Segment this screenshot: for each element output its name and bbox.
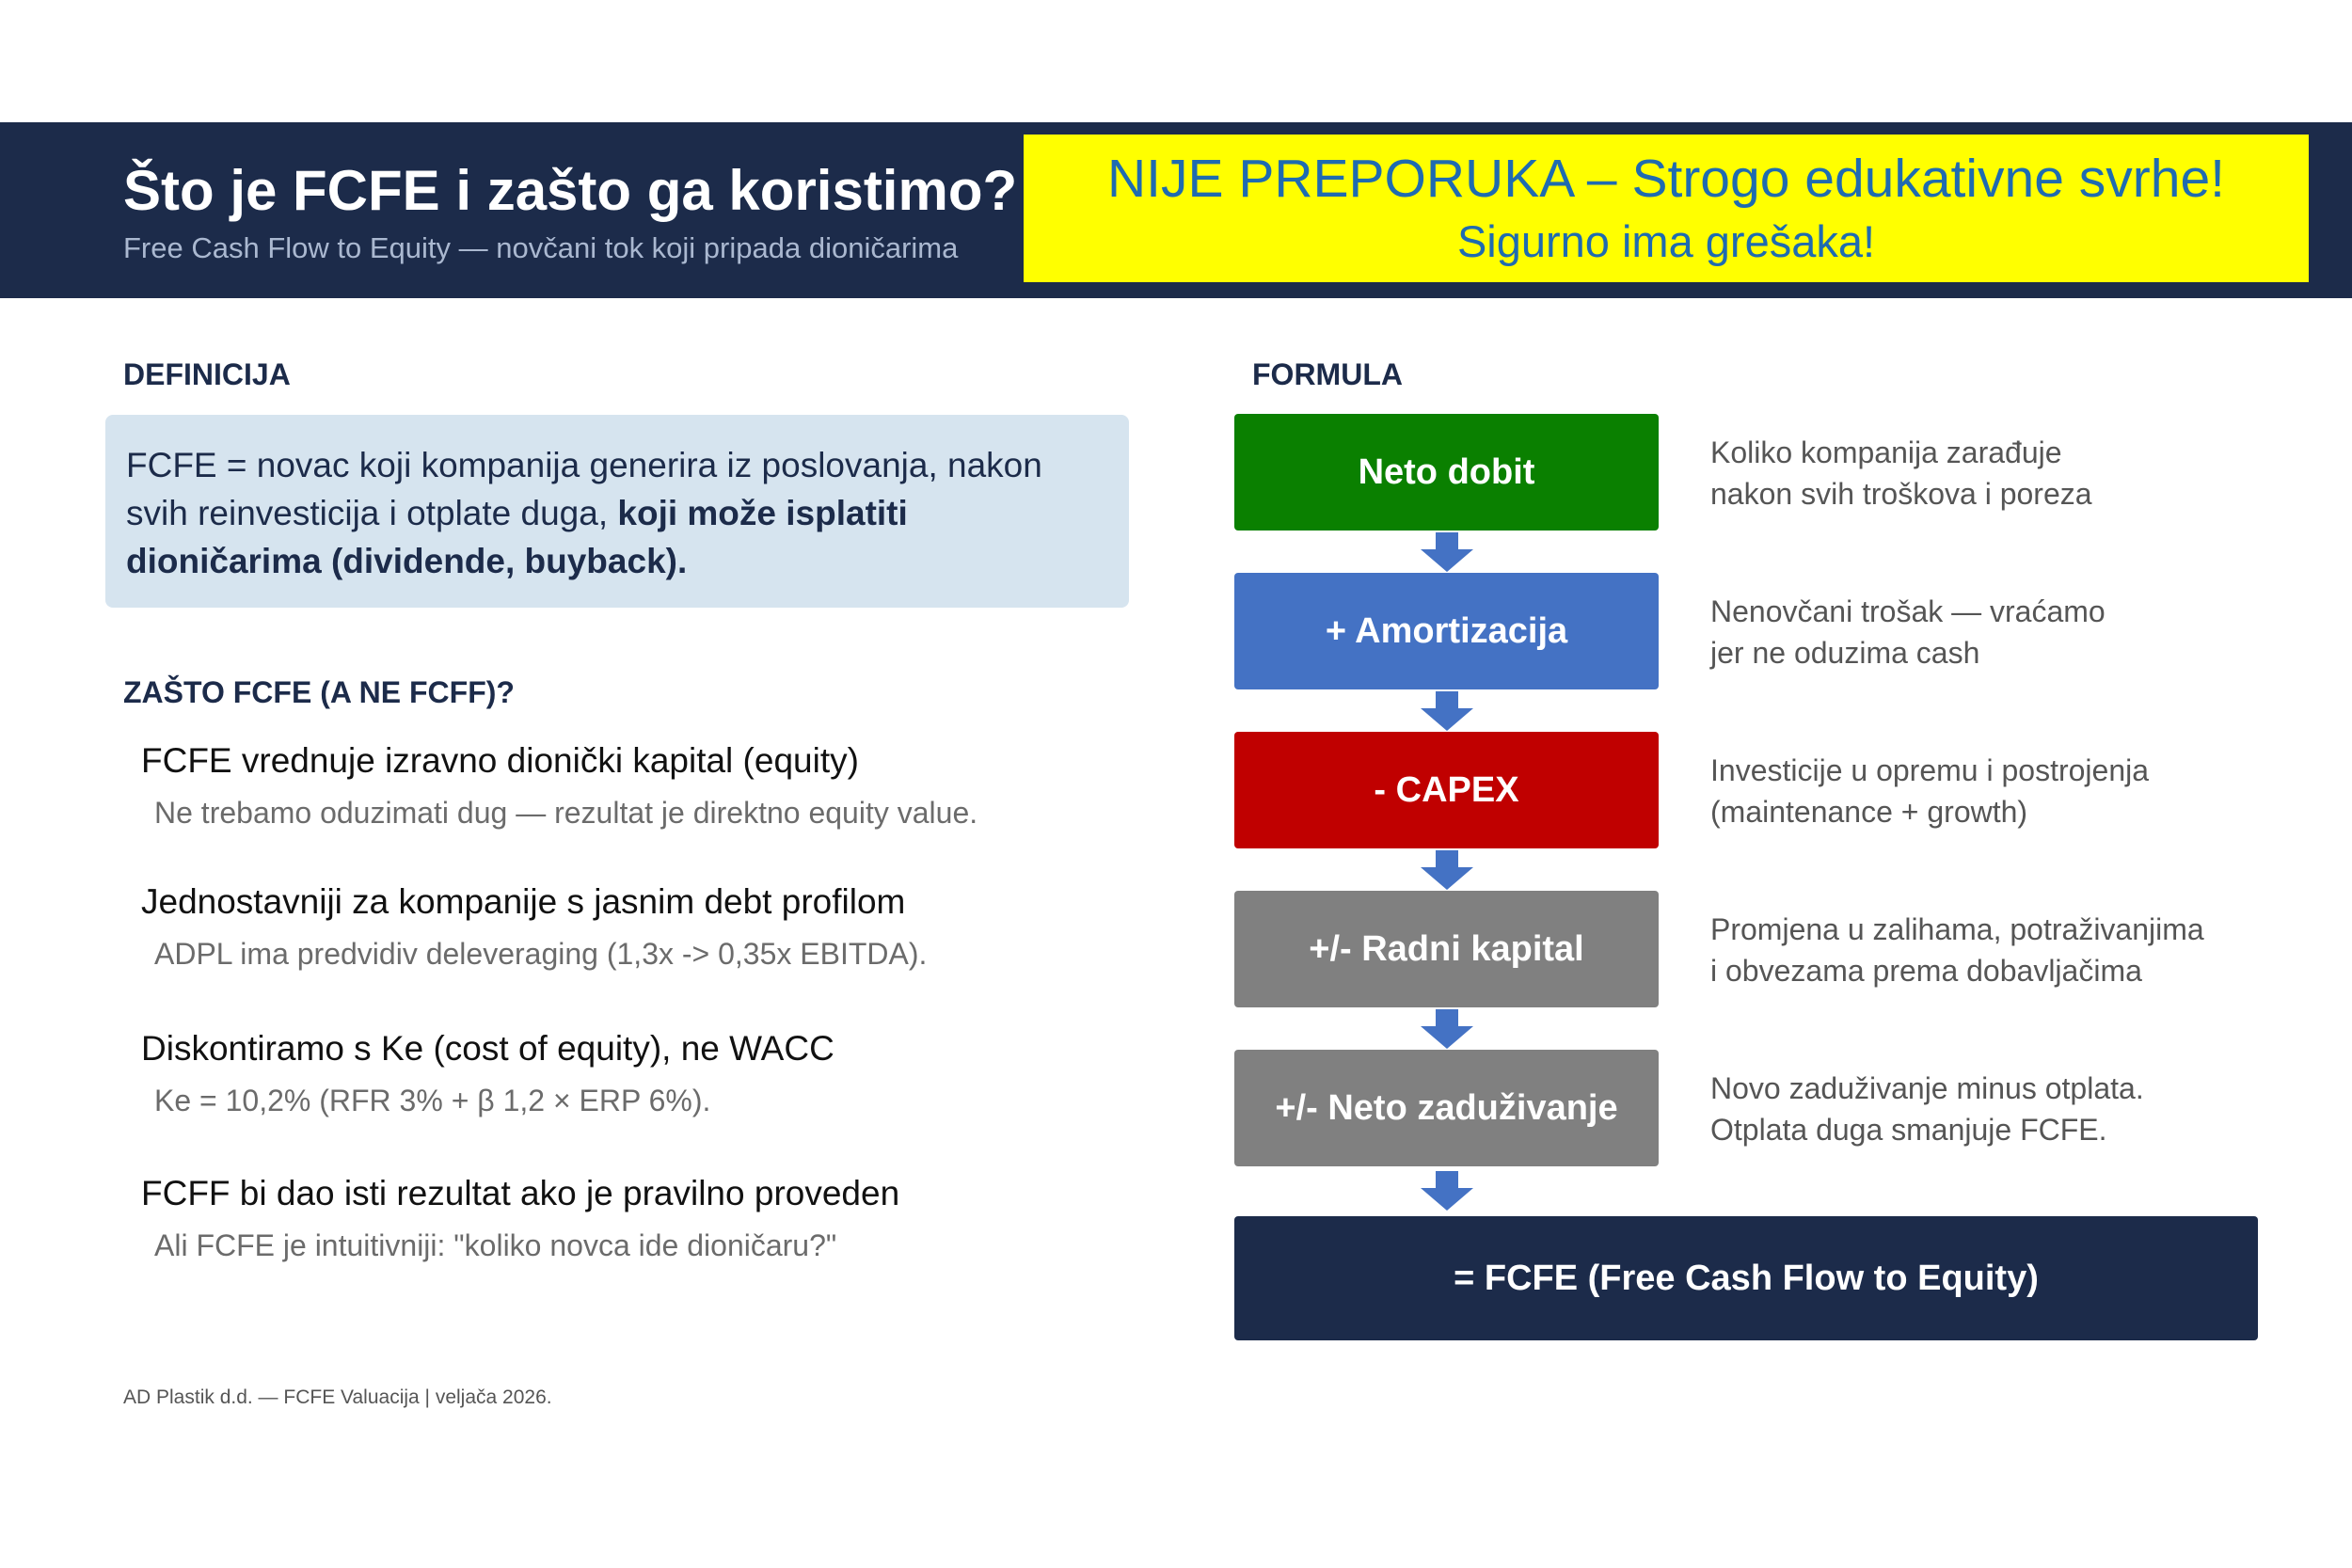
footer-text: AD Plastik d.d. — FCFE Valuacija | veljača 2026. <box>123 1386 552 1408</box>
reason-desc: Ke = 10,2% (RFR 3% + β 1,2 × ERP 6%). <box>154 1084 711 1117</box>
page-subtitle: Free Cash Flow to Equity — novčani tok koji pripada dioničarima <box>123 231 959 264</box>
step-desc-line: jer ne oduzima cash <box>1710 636 1980 670</box>
reason-item <box>141 1174 899 1263</box>
definition-text-bold: koji može isplatiti dioničarima (dividende, buyback). <box>126 494 908 580</box>
reason-title: FCFE vrednuje izravno dionički kapital (equity) <box>141 741 859 780</box>
step-desc-line: (maintenance + growth) <box>1710 795 2028 829</box>
formula-step-desc <box>1710 750 2149 832</box>
step-desc-line: Novo zaduživanje minus otplata. <box>1710 1071 2144 1105</box>
definition-text: FCFE = novac koji kompanija generira iz poslovanja, nakon svih reinvesticija i otplate duga, <box>126 446 1042 532</box>
reason-item <box>141 1029 834 1118</box>
formula-step-working-capital: +/- Radni kapital <box>1234 891 1659 1007</box>
down-arrow-icon <box>1421 850 1473 890</box>
formula-result: = FCFE (Free Cash Flow to Equity) <box>1234 1216 2258 1340</box>
reason-item <box>141 741 977 831</box>
warning-line-1: NIJE PREPORUKA – Strogo edukativne svrhe! <box>1106 149 2226 209</box>
step-desc-line: Promjena u zalihama, potraživanjima <box>1710 912 2204 946</box>
warning-line-2: Sigurno ima grešaka! <box>1456 216 1876 266</box>
formula-step-desc <box>1710 1068 2144 1150</box>
step-desc-line: Otplata duga smanjuje FCFE. <box>1710 1113 2107 1147</box>
definition-box <box>105 415 1129 608</box>
down-arrow-icon <box>1421 691 1473 731</box>
reason-desc: ADPL ima predvidiv deleveraging (1,3x -> 0,35x EBITDA). <box>154 937 928 971</box>
reason-title: FCFF bi dao isti rezultat ako je pravilno proveden <box>141 1174 900 1212</box>
step-desc-line: Investicije u opremu i postrojenja <box>1710 753 2150 787</box>
formula-step-desc <box>1710 909 2204 991</box>
formula-step-capex: - CAPEX <box>1234 732 1659 848</box>
step-desc-line: i obvezama prema dobavljačima <box>1710 954 2142 988</box>
formula-step-depreciation: + Amortizacija <box>1234 573 1659 689</box>
step-desc-line: nakon svih troškova i poreza <box>1710 477 2092 511</box>
formula-heading: FORMULA <box>1252 357 1403 391</box>
step-desc-line: Nenovčani trošak — vraćamo <box>1710 594 2106 628</box>
definition-heading: DEFINICIJA <box>123 357 291 391</box>
formula-step-net-borrowing: +/- Neto zaduživanje <box>1234 1050 1659 1166</box>
page-title: Što je FCFE i zašto ga koristimo? <box>123 159 1018 222</box>
down-arrow-icon <box>1421 1171 1473 1211</box>
reason-title: Jednostavniji za kompanije s jasnim debt profilom <box>141 882 906 921</box>
reason-item <box>141 882 927 972</box>
reason-desc: Ali FCFE je intuitivniji: "koliko novca ide dioničaru?" <box>154 1228 837 1262</box>
formula-step-desc <box>1710 591 2106 673</box>
warning-banner <box>1024 135 2309 282</box>
formula-step-desc <box>1710 432 2092 515</box>
down-arrow-icon <box>1421 532 1473 572</box>
down-arrow-icon <box>1421 1009 1473 1049</box>
why-heading: ZAŠTO FCFE (A NE FCFF)? <box>123 675 515 709</box>
step-desc-line: Koliko kompanija zarađuje <box>1710 436 2062 469</box>
reason-desc: Ne trebamo oduzimati dug — rezultat je direktno equity value. <box>154 796 978 830</box>
formula-step-net-income: Neto dobit <box>1234 414 1659 531</box>
reason-title: Diskontiramo s Ke (cost of equity), ne WACC <box>141 1029 834 1068</box>
